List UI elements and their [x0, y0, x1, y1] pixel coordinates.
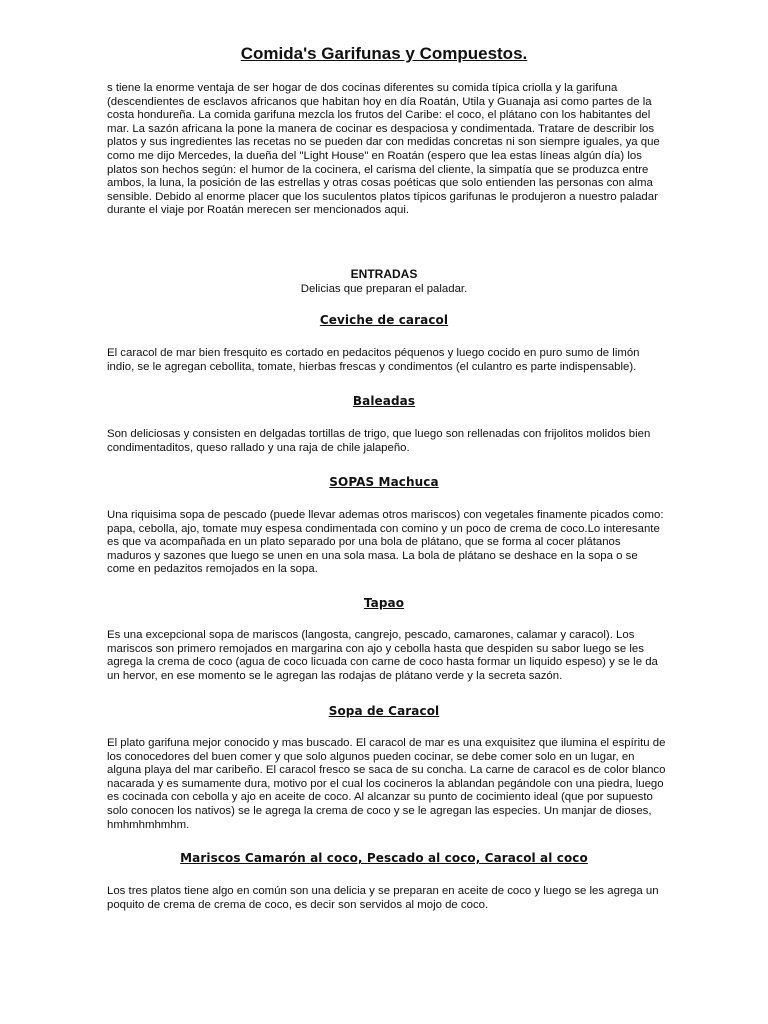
section-subheading: Delicias que preparan el paladar. [300, 283, 468, 295]
dish-heading-sopa-de-caracol: Sopa de Caracol [328, 704, 440, 718]
dish-heading-ceviche: Ceviche de caracol [319, 313, 449, 327]
document-title: Comida's Garifunas y Compuestos. [240, 44, 528, 63]
dish-description-baleadas: Son deliciosas y consisten en delgadas tortillas de trigo, que luego son rellenadas con frijolitos molidos bien condimentaditos, queso rallado y una raja de chile jalapeño. [107, 428, 651, 454]
dish-description-sopa-de-caracol: El plato garifuna mejor conocido y mas buscado. El caracol de mar es una exquisitez que ilumina el espíritu de los conocedores del buen comer y que solo algunos pueden cocinar, se debe comer solo en un lugar, en alguna playa del mar caribeño. El caracol fresco se saca de su concha. La carne de caracol es de color blanco nacarada y es sumamente dura, motivo por el cual los cocineros la ablandan pegándole con una piedra, luego es cocinada con cebolla y ajo en aceite de coco. Al alcanzar su punto de cocimiento ideal (que por supuesto solo conocen los nativos) se le agrega la crema de coco y se le agregan las especies. Un manjar de dioses, hmhmhmhmhm. [107, 737, 666, 831]
dish-description-sopas-machuca: Una riquisima sopa de pescado (puede llevar ademas otros mariscos) con vegetales finamente picados como: papa, cebolla, ajo, tomate muy espesa condimentada con comino y un poco de crema de coco.Lo interesante es que va acompañada en un plato separado por una bola de plátano, que se forma al cocer plátanos maduros y sazones que luego se unen en una sola masa. La bola de plátano se deshace en la sopa o se come en pedazitos remojados en la sopa. [107, 509, 664, 576]
dish-description-tapao: Es una excepcional sopa de mariscos (langosta, cangrejo, pescado, camarones, calamar y caracol). Los mariscos son primero remojados en margarina con ajo y cebolla hasta que despiden su sabor luego se les agrega la crema de coco (agua de coco licuada con carne de coco hasta formar un liquido espeso) y se le da un hervor, en ese momento se le agregan las rodajas de plátano verde y la secreta sazón. [107, 629, 658, 682]
intro-paragraph: s tiene la enorme ventaja de ser hogar de dos cocinas diferentes su comida típica criolla y la garifuna (descendientes de esclavos africanos que habitan hoy en día Roatán, Utila y Guanaja asi como partes de la costa hondureña. La comida garifuna mezcla los frutos del Caribe: el coco, el plátano con los habitantes del mar. La sazón africana la pone la manera de cocinar es despaciosa y condimentada. Tratare de describir los platos y sus ingredientes las recetas no se pueden dar con medidas concretas ni son siempre iguales, ya que como me dijo Mercedes, la dueña del "Light House" en Roatán (espero que lea estas líneas algún día) los platos son hechos según: el humor de la cocinera, el carisma del cliente, la simpatía que se produzca entre ambos, la luna, la posición de las estrellas y otras cosas poéticas que solo entienden las personas con alma sensible. Debido al enorme placer que los suculentos platos típicos garifunas le produjeron a nuestro paladar durante el viaje por Roatán merecen ser mencionados aqui. [107, 82, 660, 217]
dish-heading-sopas-machuca: SOPAS Machuca [329, 475, 439, 489]
dish-description-ceviche: El caracol de mar bien fresquito es cortado en pedacitos péquenos y luego cocido en puro sumo de limón indio, se le agregan cebollita, tomate, hierbas frescas y condimentos (el culantro es parte indispensable). [107, 347, 640, 373]
dish-heading-baleadas: Baleadas [352, 394, 416, 408]
section-heading: ENTRADAS [350, 267, 418, 281]
dish-description-mariscos-al-coco: Los tres platos tiene algo en común son una delicia y se preparan en aceite de coco y luego se les agrega un poquito de crema de crema de coco, es decir son servidos al mojo de coco. [107, 885, 659, 911]
dish-heading-mariscos-al-coco: Mariscos Camarón al coco, Pescado al coco, Caracol al coco [180, 851, 588, 865]
dish-heading-tapao: Tapao [363, 596, 405, 610]
